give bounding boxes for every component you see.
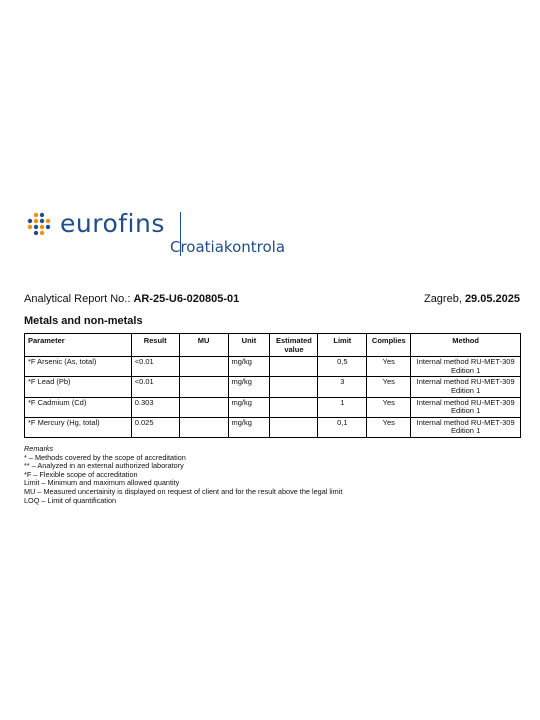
- subbrand-name: Croatiakontrola: [170, 238, 286, 256]
- report-place-date: [424, 293, 520, 305]
- col-header-parameter: Parameter: [25, 334, 132, 357]
- report-date: 29.05.2025: [464, 293, 520, 305]
- method-edition: Edition 1: [451, 385, 481, 395]
- cell-limit: 0,1: [318, 417, 367, 437]
- method-name: Internal method RU-MET-309: [416, 397, 515, 407]
- cell-limit: 0,5: [318, 357, 367, 377]
- remarks: [24, 445, 342, 505]
- cell-complies: Yes: [367, 357, 411, 377]
- col-header-limit: Limit: [318, 334, 367, 357]
- cell-method: [411, 397, 521, 417]
- cell-complies: Yes: [367, 417, 411, 437]
- remark-line: LOQ – Limit of quantification: [24, 495, 117, 505]
- cell-estimated: [270, 377, 318, 397]
- remark-line: MU – Measured uncertainity is displayed on request of client and for the result above the legal limit: [24, 486, 343, 496]
- method-edition: Edition 1: [451, 426, 481, 436]
- cell-result: 0.025: [131, 417, 179, 437]
- cell-limit: 3: [318, 377, 367, 397]
- report-number-label: Analytical Report No.:: [24, 293, 134, 305]
- cell-parameter: *F Cadmium (Cd): [25, 397, 132, 417]
- remark-line: *F – Flexible scope of accreditation: [24, 469, 138, 479]
- cell-method: [411, 417, 521, 437]
- cell-estimated: [270, 417, 318, 437]
- method-name: Internal method RU-MET-309: [416, 357, 515, 366]
- cell-estimated: [270, 397, 318, 417]
- col-header-complies: Complies: [367, 334, 411, 357]
- cell-estimated: [270, 357, 318, 377]
- cell-complies: Yes: [367, 377, 411, 397]
- eurofins-dots-icon: [24, 212, 54, 238]
- col-header-result: Result: [131, 334, 179, 357]
- table-row: [25, 377, 521, 397]
- table-header-row: [25, 334, 521, 357]
- col-header-mu: MU: [179, 334, 228, 357]
- cell-mu: [179, 377, 228, 397]
- remark-line: Limit – Minimum and maximum allowed quantity: [24, 478, 180, 488]
- report-place: Zagreb,: [423, 293, 465, 305]
- table-row: [25, 357, 521, 377]
- cell-unit: mg/kg: [228, 397, 270, 417]
- cell-unit: mg/kg: [228, 357, 270, 377]
- cell-result: <0.01: [131, 357, 179, 377]
- cell-unit: mg/kg: [228, 377, 270, 397]
- cell-mu: [179, 357, 228, 377]
- report-number: AR-25-U6-020805-01: [133, 293, 240, 305]
- col-header-method: Method: [411, 334, 521, 357]
- remark-line: * – Methods covered by the scope of accreditation: [24, 452, 186, 462]
- cell-parameter: *F Arsenic (As, total): [25, 357, 132, 377]
- col-header-estimated: Estimated value: [270, 334, 318, 357]
- table-row: [25, 417, 521, 437]
- method-edition: Edition 1: [451, 406, 481, 416]
- cell-parameter: *F Lead (Pb): [25, 377, 132, 397]
- brand-name: eurofins: [60, 209, 165, 238]
- cell-result: 0.303: [131, 397, 179, 417]
- cell-complies: Yes: [367, 397, 411, 417]
- cell-unit: mg/kg: [228, 417, 270, 437]
- cell-parameter: *F Mercury (Hg, total): [25, 417, 132, 437]
- method-name: Internal method RU-MET-309: [416, 377, 515, 387]
- eurofins-logo: [24, 208, 284, 256]
- cell-method: [411, 377, 521, 397]
- results-table: [24, 333, 521, 438]
- col-header-unit: Unit: [228, 334, 270, 357]
- cell-method: [411, 357, 521, 377]
- section-title: Metals and non-metals: [24, 315, 143, 327]
- remark-line: ** – Analyzed in an external authorized laboratory: [24, 461, 184, 471]
- method-edition: Edition 1: [451, 365, 481, 375]
- report-header: [24, 293, 520, 305]
- cell-limit: 1: [318, 397, 367, 417]
- cell-mu: [179, 417, 228, 437]
- method-name: Internal method RU-MET-309: [416, 417, 515, 427]
- table-row: [25, 397, 521, 417]
- remarks-title: Remarks: [24, 444, 54, 453]
- cell-mu: [179, 397, 228, 417]
- cell-result: <0.01: [131, 377, 179, 397]
